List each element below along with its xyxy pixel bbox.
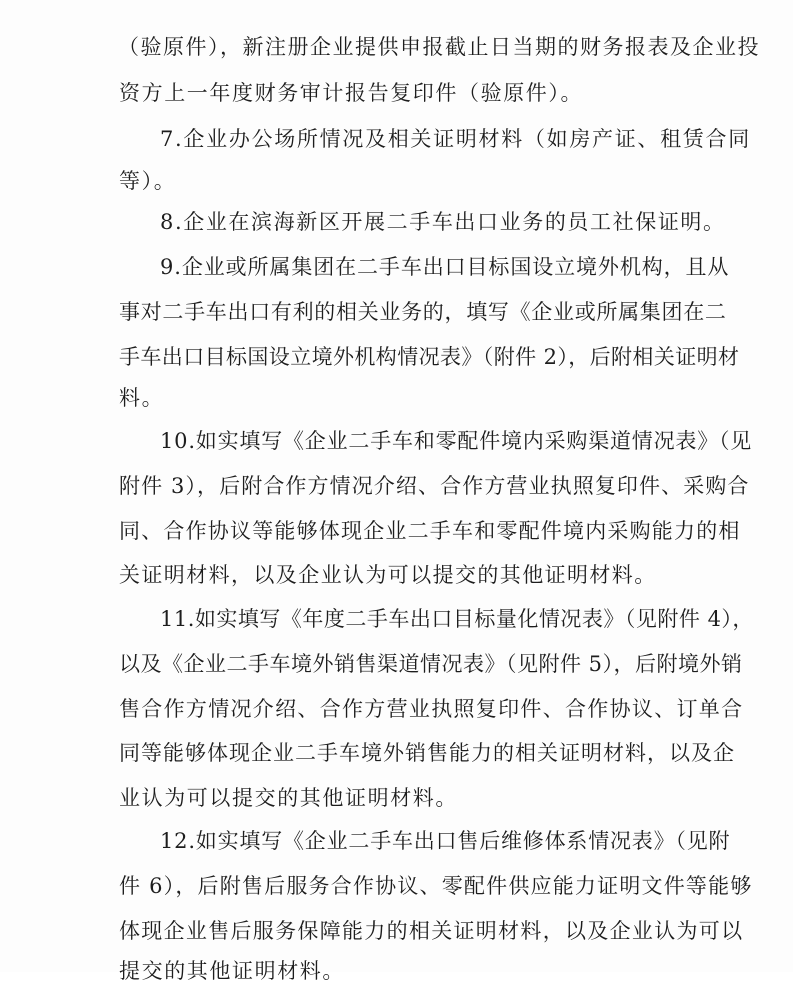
text-line: 提交的其他证明材料。 (119, 959, 345, 983)
text-line: 体现企业售后服务保障能力的相关证明材料，以及企业认为可以 (119, 919, 744, 943)
text-line: 等）。 (119, 169, 177, 193)
text-line: 11.如实填写《年度二手车出口目标量化情况表》（见附件 4）， (160, 607, 754, 631)
text-line: 手车出口目标国设立境外机构情况表》（附件 2），后附相关证明材 (119, 345, 740, 369)
text-line: 业认为可以提交的其他证明材料。 (119, 786, 458, 810)
text-line: 9.企业或所属集团在二手车出口目标国设立境外机构，且从 (160, 255, 730, 279)
text-line: 资方上一年度财务审计报告复印件（验原件）。 (119, 81, 584, 105)
text-line: 件 6），后附售后服务合作协议、零配件供应能力证明文件等能够 (119, 874, 753, 898)
text-line: 事对二手车出口有利的相关业务的，填写《企业或所属集团在二 (119, 300, 727, 324)
text-line: 售合作方情况介绍、合作方营业执照复印件、合作协议、订单合 (119, 697, 744, 721)
text-line: 同等能够体现企业二手车境外销售能力的相关证明材料，以及企 (119, 741, 735, 765)
text-line: 10.如实填写《企业二手车和零配件境内采购渠道情况表》（见 (160, 429, 753, 453)
text-line: 同、合作协议等能够体现企业二手车和零配件境内采购能力的相 (119, 519, 741, 543)
text-line: 12.如实填写《企业二手车出口售后维修体系情况表》（见附 (160, 829, 731, 853)
text-line: 料。 (119, 386, 165, 410)
text-line: 以及《企业二手车境外销售渠道情况表》（见附件 5），后附境外销 (119, 652, 743, 676)
text-line: 关证明材料，以及企业认为可以提交的其他证明材料。 (119, 563, 657, 587)
text-line: 7.企业办公场所情况及相关证明材料（如房产证、租赁合同 (160, 127, 751, 151)
text-line: 8.企业在滨海新区开展二手车出口业务的员工社保证明。 (160, 210, 726, 234)
text-line: 附件 3），后附合作方情况介绍、合作方营业执照复印件、采购合 (119, 474, 750, 498)
text-line: （验原件），新注册企业提供申报截止日当期的财务报表及企业投 (118, 35, 760, 59)
